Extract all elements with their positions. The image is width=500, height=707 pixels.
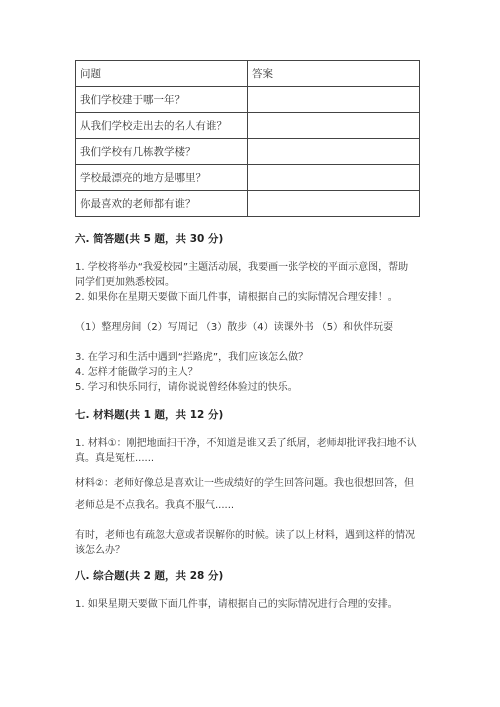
s7-material2-line2: 老师总是不点我名。我真不服气...... — [75, 500, 235, 511]
s7-question-line1: 有时，老师也有疏忽大意或者误解你的时候。读了以上材料，遇到这样的情况 — [75, 530, 415, 541]
answer-cell[interactable] — [248, 191, 420, 217]
answer-cell[interactable] — [248, 113, 420, 139]
s6-q4: 4. 怎样才能做学习的主人？ — [75, 367, 198, 378]
s6-q5: 5. 学习和快乐同行，请你说说曾经体验过的快乐。 — [75, 382, 298, 393]
answer-cell[interactable] — [248, 87, 420, 113]
s6-q1-line1: 1. 学校将举办“我爱校园”主题活动展，我要画一张学校的平面示意图，帮助 — [75, 262, 409, 273]
answer-cell[interactable] — [248, 139, 420, 165]
s6-activity-options: （1）整理房间（2）写周记 （3）散步（4）读课外书 （5）和伙伴玩耍 — [75, 322, 394, 333]
question-cell: 我们学校有几栋教学楼？ — [76, 139, 248, 165]
section7-heading: 七. 材料题(共 1 题，共 12 分) — [75, 409, 224, 421]
s7-material1-line2: 真。真是冤枉...... — [75, 453, 155, 464]
s8-q1: 1. 如果星期天要做下面几件事，请根据自己的实际情况进行合理的安排。 — [75, 599, 398, 610]
question-cell: 我们学校建于哪一年？ — [76, 87, 248, 113]
table-row — [76, 191, 420, 217]
qa-table — [75, 60, 420, 217]
table-row — [76, 165, 420, 191]
table-row — [76, 113, 420, 139]
question-cell: 从我们学校走出去的名人有谁？ — [76, 113, 248, 139]
question-cell: 你最喜欢的老师都有谁？ — [76, 191, 248, 217]
s6-q2: 2. 如果你在星期天要做下面几件事，请根据自己的实际情况合理安排！。 — [75, 292, 398, 303]
table-header-question: 问题 — [76, 61, 248, 87]
s7-material1-line1: 1. 材料①：刚把地面扫干净，不知道是谁又丢了纸屑，老师却批评我扫地不认 — [75, 438, 417, 449]
s6-q1-line2: 同学们更加熟悉校园。 — [75, 277, 175, 288]
section8-heading: 八. 综合题(共 2 题，共 28 分) — [75, 570, 224, 582]
s6-q3: 3. 在学习和生活中遇到“拦路虎”，我们应该怎么做？ — [75, 352, 309, 363]
section6-heading: 六. 简答题(共 5 题，共 30 分) — [75, 233, 224, 245]
table-header-row — [76, 61, 420, 87]
table-row — [76, 139, 420, 165]
table-row — [76, 87, 420, 113]
question-cell: 学校最漂亮的地方是哪里？ — [76, 165, 248, 191]
s7-material2-line1: 材料②：老师好像总是喜欢让一些成绩好的学生回答问题。我也很想回答，但 — [75, 478, 414, 489]
table-header-answer: 答案 — [248, 61, 420, 87]
s7-question-line2: 该怎么办？ — [75, 545, 125, 556]
answer-cell[interactable] — [248, 165, 420, 191]
